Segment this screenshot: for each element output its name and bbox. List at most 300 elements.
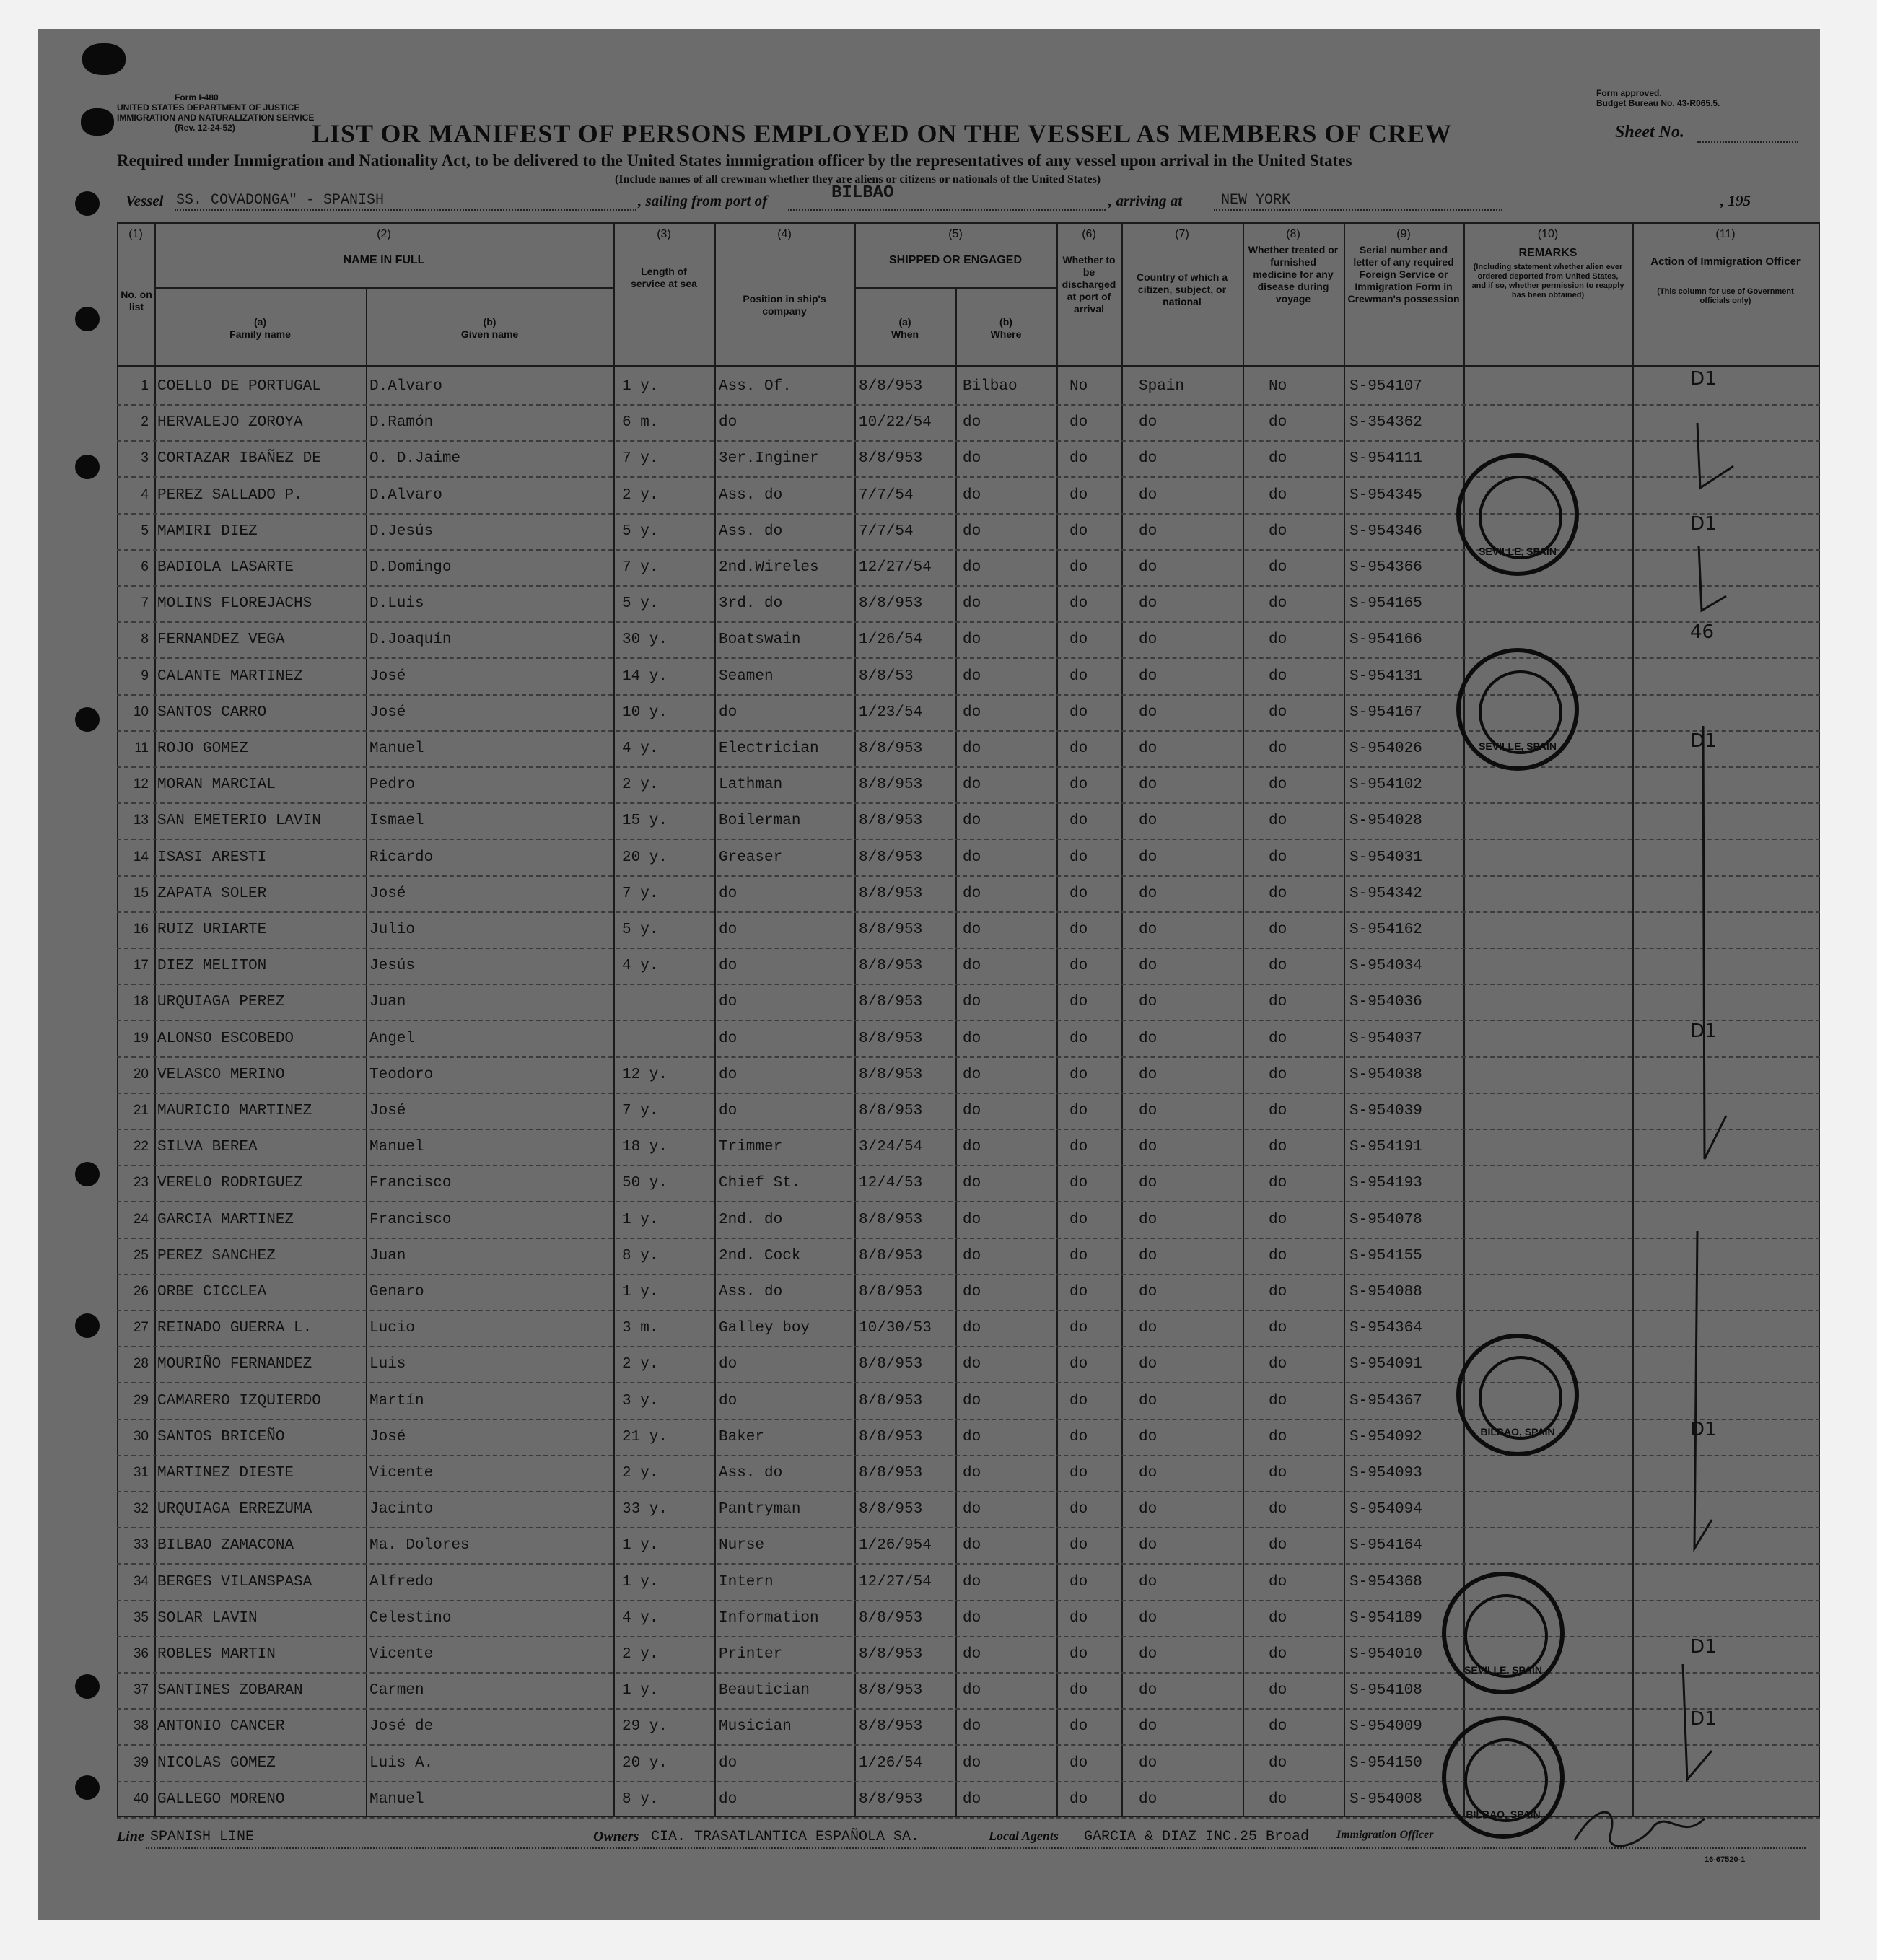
col-1-num: (1)	[128, 228, 143, 240]
cell-position: 3rd. do	[719, 595, 783, 613]
cell-service: 1 y.	[622, 1573, 659, 1591]
cell-position: Electrician	[719, 740, 819, 757]
cell-country: do	[1139, 1030, 1158, 1047]
cell-when: 8/8/953	[859, 813, 923, 830]
cell-position: Ass. do	[719, 1465, 783, 1482]
cell-family: GALLEGO MORENO	[157, 1790, 285, 1808]
cell-no: 11	[134, 740, 149, 756]
cell-serial: S-954166	[1349, 631, 1422, 649]
crew-row	[117, 1489, 1820, 1528]
consulate-stamp	[1456, 648, 1579, 771]
cell-position: do	[719, 1754, 738, 1772]
col-9-num: (9)	[1396, 228, 1411, 240]
cell-where: do	[963, 776, 981, 794]
cell-when: 8/8/953	[859, 885, 923, 902]
punch-hole	[75, 1775, 100, 1800]
cell-no: 33	[133, 1537, 149, 1553]
cell-family: BADIOLA LASARTE	[157, 559, 294, 576]
cell-position: do	[719, 704, 738, 721]
cell-no: 12	[133, 776, 149, 792]
crew-table	[117, 222, 1820, 1820]
cell-country: do	[1139, 668, 1158, 685]
cell-family: ANTONIO CANCER	[157, 1718, 285, 1736]
cell-given: Juan	[369, 994, 406, 1011]
cell-service: 8 y.	[622, 1790, 659, 1808]
cell-serial: S-954031	[1349, 849, 1422, 866]
cell-service: 30 y.	[622, 631, 668, 649]
cell-family: MOLINS FLOREJACHS	[157, 595, 312, 613]
cell-discharged: do	[1069, 1646, 1088, 1663]
cell-country: do	[1139, 1392, 1158, 1409]
approval-block	[1596, 88, 1720, 108]
cell-no: 16	[133, 922, 149, 937]
cell-service: 2 y.	[622, 1465, 659, 1482]
cell-when: 12/27/54	[859, 559, 932, 576]
cell-position: Lathman	[719, 776, 783, 794]
crew-row	[117, 1562, 1820, 1601]
cell-country: do	[1139, 922, 1158, 938]
cell-when: 8/8/953	[859, 1211, 923, 1228]
cell-serial: S-954037	[1349, 1030, 1422, 1047]
cell-when: 8/8/953	[859, 378, 923, 395]
cell-discharged: do	[1069, 414, 1088, 432]
cell-position: do	[719, 958, 738, 975]
cell-family: URQUIAGA PEREZ	[157, 994, 285, 1011]
cell-serial: S-954010	[1349, 1646, 1422, 1663]
cell-family: VELASCO MERINO	[157, 1066, 285, 1083]
cell-service: 21 y.	[622, 1428, 668, 1445]
cell-no: 26	[133, 1284, 149, 1299]
cell-family: ROBLES MARTIN	[157, 1646, 276, 1663]
cell-treated: do	[1269, 1030, 1287, 1047]
cell-discharged: do	[1069, 1682, 1088, 1699]
cell-serial: S-954094	[1349, 1501, 1422, 1518]
crew-row	[117, 1526, 1820, 1565]
cell-country: do	[1139, 1139, 1158, 1156]
service: IMMIGRATION AND NATURALIZATION SERVICE	[117, 113, 315, 123]
cell-serial: S-954039	[1349, 1103, 1422, 1119]
col-10-header: REMARKS	[1518, 247, 1578, 259]
cell-country: do	[1139, 776, 1158, 794]
crew-row	[117, 801, 1820, 840]
cell-position: Trimmer	[719, 1139, 783, 1156]
crew-row	[117, 1671, 1820, 1710]
cell-given: D.Luis	[369, 595, 424, 613]
cell-family: MAMIRI DIEZ	[157, 522, 258, 540]
cell-country: do	[1139, 704, 1158, 721]
cell-country: do	[1139, 1428, 1158, 1445]
col-6-header: Whether to be discharged at port of arrival	[1062, 254, 1116, 315]
cell-discharged: do	[1069, 1609, 1088, 1627]
cell-serial: S-954342	[1349, 885, 1422, 902]
crew-row	[117, 584, 1820, 623]
cell-serial: S-954036	[1349, 994, 1422, 1011]
col-5b-header: (b) Where	[990, 316, 1022, 340]
cell-treated: do	[1269, 1247, 1287, 1264]
cell-given: Jacinto	[369, 1501, 434, 1518]
cell-service: 2 y.	[622, 1646, 659, 1663]
cell-country: do	[1139, 1066, 1158, 1083]
crew-row	[117, 838, 1820, 877]
cell-service: 4 y.	[622, 958, 659, 975]
cell-no: 10	[133, 704, 149, 719]
cell-service: 4 y.	[622, 1609, 659, 1627]
crew-row	[117, 1308, 1820, 1347]
cell-when: 8/8/953	[859, 1103, 923, 1119]
cell-family: BILBAO ZAMACONA	[157, 1537, 294, 1554]
stamp-text: BILBAO, SPAIN	[1466, 1808, 1541, 1820]
ink-stain	[81, 108, 114, 136]
cell-country: do	[1139, 1284, 1158, 1300]
cell-no: 37	[133, 1682, 149, 1698]
print-code: 16-67520-1	[1705, 1855, 1746, 1864]
sheet-number-line	[1697, 141, 1798, 143]
cell-serial: S-954150	[1349, 1754, 1422, 1772]
cell-treated: do	[1269, 958, 1287, 975]
cell-service: 15 y.	[622, 813, 668, 830]
cell-when: 8/8/953	[859, 450, 923, 468]
cell-when: 8/8/953	[859, 595, 923, 613]
cell-discharged: do	[1069, 1030, 1088, 1047]
cell-family: SOLAR LAVIN	[157, 1609, 258, 1627]
cell-where: do	[963, 1573, 981, 1591]
cell-serial: S-954034	[1349, 958, 1422, 975]
crew-row	[117, 1091, 1820, 1130]
department: UNITED STATES DEPARTMENT OF JUSTICE	[117, 102, 300, 113]
cell-position: 2nd. do	[719, 1211, 783, 1228]
cell-no: 23	[133, 1175, 149, 1191]
cell-position: Ass. do	[719, 522, 783, 540]
cell-given: Ma. Dolores	[369, 1537, 470, 1554]
cell-given: Angel	[369, 1030, 416, 1047]
col-1-header: No. on list	[121, 289, 152, 312]
cell-treated: do	[1269, 922, 1287, 938]
cell-service: 7 y.	[622, 1103, 659, 1119]
cell-serial: S-954111	[1349, 450, 1422, 468]
cell-discharged: do	[1069, 922, 1088, 938]
cell-given: D.Ramón	[369, 414, 434, 432]
cell-given: Francisco	[369, 1175, 452, 1192]
cell-family: RUIZ URIARTE	[157, 922, 267, 938]
cell-family: NICOLAS GOMEZ	[157, 1754, 276, 1772]
cell-treated: do	[1269, 740, 1287, 757]
cell-position: Pantryman	[719, 1501, 801, 1518]
cell-family: PEREZ SANCHEZ	[157, 1247, 276, 1264]
cell-given: José de	[369, 1718, 434, 1736]
cell-family: PEREZ SALLADO P.	[157, 486, 303, 504]
crew-row	[117, 874, 1820, 913]
cell-where: do	[963, 1103, 981, 1119]
cell-no: 24	[133, 1211, 149, 1227]
cell-when: 12/4/53	[859, 1175, 923, 1192]
cell-serial: S-954346	[1349, 522, 1422, 540]
arriving-line	[1214, 209, 1502, 211]
cell-where: do	[963, 1682, 981, 1699]
cell-service: 5 y.	[622, 595, 659, 613]
col-9-header: Serial number and letter of any required Foreign Service or Immigration Form in Crewman's possession	[1347, 244, 1460, 305]
ink-stain	[82, 43, 126, 75]
cell-family: DIEZ MELITON	[157, 958, 267, 975]
punch-hole	[75, 1162, 100, 1186]
cell-serial: S-954364	[1349, 1320, 1422, 1337]
cell-service: 29 y.	[622, 1718, 668, 1736]
cell-discharged: do	[1069, 486, 1088, 504]
cell-position: Seamen	[719, 668, 774, 685]
sailing-line	[788, 209, 1106, 211]
crew-row	[117, 1127, 1820, 1166]
cell-when: 8/8/953	[859, 1392, 923, 1409]
cell-given: José	[369, 1103, 406, 1119]
cell-family: CORTAZAR IBAÑEZ DE	[157, 450, 321, 468]
footer-line	[146, 1847, 1806, 1849]
cell-no: 3	[141, 450, 149, 466]
crew-row	[117, 1635, 1820, 1674]
cell-when: 8/8/953	[859, 1718, 923, 1736]
cell-no: 7	[141, 595, 149, 611]
agents-value: GARCIA & DIAZ INC.25 Broad	[1084, 1829, 1310, 1845]
cell-position: Printer	[719, 1646, 783, 1663]
cell-discharged: do	[1069, 1428, 1088, 1445]
col-5-num: (5)	[948, 228, 963, 240]
cell-serial: S-954093	[1349, 1465, 1422, 1482]
punch-hole	[75, 455, 100, 479]
year-label: , 195	[1720, 192, 1751, 209]
cell-service: 1 y.	[622, 378, 659, 395]
cell-position: 2nd. Cock	[719, 1247, 801, 1264]
cell-given: Alfredo	[369, 1573, 434, 1591]
crew-row	[117, 1744, 1820, 1782]
cell-treated: do	[1269, 486, 1287, 504]
cell-discharged: do	[1069, 1501, 1088, 1518]
cell-where: do	[963, 1030, 981, 1047]
cell-family: ALONSO ESCOBEDO	[157, 1030, 294, 1047]
table-rule	[117, 222, 1820, 224]
cell-treated: do	[1269, 1103, 1287, 1119]
cell-when: 10/22/54	[859, 414, 932, 432]
cell-no: 35	[133, 1609, 149, 1625]
manifest-footer	[117, 1819, 1820, 1862]
cell-when: 8/8/953	[859, 1030, 923, 1047]
cell-position: do	[719, 414, 738, 432]
cell-service: 5 y.	[622, 522, 659, 540]
cell-action: D1	[1690, 512, 1717, 535]
crew-row	[117, 403, 1820, 442]
cell-where: do	[963, 740, 981, 757]
col-7-num: (7)	[1175, 228, 1189, 240]
cell-action: D1	[1690, 1418, 1717, 1440]
cell-discharged: do	[1069, 704, 1088, 721]
cell-country: do	[1139, 740, 1158, 757]
col-5-header: SHIPPED OR ENGAGED	[888, 254, 1023, 266]
col-11-num: (11)	[1715, 228, 1736, 240]
table-rule	[154, 287, 613, 289]
cell-position: 3er.Inginer	[719, 450, 819, 468]
cell-when: 1/26/54	[859, 631, 923, 649]
cell-given: Vicente	[369, 1465, 434, 1482]
cell-where: Bilbao	[963, 378, 1018, 395]
cell-given: Julio	[369, 922, 416, 938]
cell-when: 8/8/953	[859, 1428, 923, 1445]
cell-treated: do	[1269, 1175, 1287, 1192]
cell-given: Carmen	[369, 1682, 424, 1699]
col-4-header: Position in ship's company	[743, 293, 826, 317]
cell-treated: do	[1269, 1066, 1287, 1083]
cell-action: D1	[1690, 1636, 1717, 1658]
cell-discharged: do	[1069, 740, 1088, 757]
cell-service: 2 y.	[622, 486, 659, 504]
cell-service: 1 y.	[622, 1211, 659, 1228]
page-subtitle: Required under Immigration and Nationality Act, to be delivered to the United States immigration officer by the representatives of any vessel upon arrival in the United States	[117, 152, 1352, 170]
cell-given: Ricardo	[369, 849, 434, 866]
cell-when: 7/7/54	[859, 522, 914, 540]
cell-position: do	[719, 1356, 738, 1373]
crew-row	[117, 1453, 1820, 1492]
cell-discharged: do	[1069, 885, 1088, 902]
cell-treated: do	[1269, 849, 1287, 866]
cell-position: do	[719, 1030, 738, 1047]
cell-position: Chief St.	[719, 1175, 801, 1192]
cell-given: José	[369, 668, 406, 685]
col-2-num: (2)	[377, 228, 391, 240]
cell-when: 8/8/953	[859, 1247, 923, 1264]
crew-row	[117, 1598, 1820, 1637]
cell-position: Greaser	[719, 849, 783, 866]
form-id-block	[117, 92, 314, 133]
cell-serial: S-954165	[1349, 595, 1422, 613]
punch-hole	[75, 307, 100, 331]
cell-position: do	[719, 1103, 738, 1119]
budget-bureau: Budget Bureau No. 43-R065.5.	[1596, 98, 1720, 108]
col-7-header: Country of which a citizen, subject, or national	[1137, 271, 1228, 307]
cell-treated: do	[1269, 1646, 1287, 1663]
crew-row	[117, 910, 1820, 949]
cell-when: 3/24/54	[859, 1139, 923, 1156]
cell-serial: S-954366	[1349, 559, 1422, 576]
cell-given: D.Alvaro	[369, 486, 442, 504]
cell-when: 1/26/954	[859, 1537, 932, 1554]
cell-where: do	[963, 1428, 981, 1445]
cell-treated: do	[1269, 1284, 1287, 1300]
cell-serial: S-954078	[1349, 1211, 1422, 1228]
cell-position: Boilerman	[719, 813, 801, 830]
cell-discharged: do	[1069, 1247, 1088, 1264]
cell-serial: S-954189	[1349, 1609, 1422, 1627]
cell-serial: S-954102	[1349, 776, 1422, 794]
cell-when: 8/8/953	[859, 1356, 923, 1373]
cell-family: MAURICIO MARTINEZ	[157, 1103, 312, 1119]
cell-discharged: do	[1069, 1718, 1088, 1736]
cell-family: MORAN MARCIAL	[157, 776, 276, 794]
cell-family: CAMARERO IZQUIERDO	[157, 1392, 321, 1409]
cell-given: Manuel	[369, 1139, 424, 1156]
cell-where: do	[963, 1284, 981, 1300]
cell-where: do	[963, 994, 981, 1011]
cell-given: Juan	[369, 1247, 406, 1264]
cell-no: 18	[133, 994, 149, 1010]
table-rule	[854, 287, 1056, 289]
cell-given: Manuel	[369, 740, 424, 757]
cell-country: do	[1139, 1682, 1158, 1699]
cell-when: 8/8/953	[859, 1501, 923, 1518]
cell-country: do	[1139, 1646, 1158, 1663]
cell-where: do	[963, 595, 981, 613]
cell-treated: do	[1269, 450, 1287, 468]
cell-given: D.Domingo	[369, 559, 452, 576]
cell-position: do	[719, 1790, 738, 1808]
cell-where: do	[963, 958, 981, 975]
cell-discharged: do	[1069, 1103, 1088, 1119]
vessel-label: Vessel	[126, 192, 164, 209]
cell-when: 7/7/54	[859, 486, 914, 504]
cell-treated: do	[1269, 1320, 1287, 1337]
cell-treated: do	[1269, 1682, 1287, 1699]
cell-no: 6	[141, 559, 149, 574]
cell-serial: S-954345	[1349, 486, 1422, 504]
cell-discharged: do	[1069, 1790, 1088, 1808]
manifest-sheet	[38, 29, 1820, 1920]
cell-treated: No	[1269, 378, 1287, 395]
cell-treated: do	[1269, 668, 1287, 685]
cell-serial: S-954191	[1349, 1139, 1422, 1156]
arriving-value: NEW YORK	[1221, 192, 1291, 209]
cell-discharged: do	[1069, 1754, 1088, 1772]
cell-family: BERGES VILANSPASA	[157, 1573, 312, 1591]
cell-position: do	[719, 1066, 738, 1083]
cell-given: Teodoro	[369, 1066, 434, 1083]
cell-position: Nurse	[719, 1537, 765, 1554]
cell-no: 28	[133, 1356, 149, 1372]
cell-treated: do	[1269, 1428, 1287, 1445]
cell-serial: S-954008	[1349, 1790, 1422, 1808]
cell-service: 10 y.	[622, 704, 668, 721]
cell-when: 10/30/53	[859, 1320, 932, 1337]
cell-no: 15	[133, 885, 149, 901]
cell-where: do	[963, 1646, 981, 1663]
cell-treated: do	[1269, 1211, 1287, 1228]
cell-no: 14	[133, 849, 149, 865]
cell-family: ZAPATA SOLER	[157, 885, 267, 902]
cell-service: 8 y.	[622, 1247, 659, 1264]
cell-discharged: do	[1069, 1356, 1088, 1373]
cell-country: do	[1139, 1754, 1158, 1772]
cell-treated: do	[1269, 1537, 1287, 1554]
cell-family: COELLO DE PORTUGAL	[157, 378, 321, 395]
col-11-header: Action of Immigration Officer	[1650, 255, 1801, 268]
cell-service: 3 m.	[622, 1320, 659, 1337]
cell-family: MARTINEZ DIESTE	[157, 1465, 294, 1482]
cell-service: 7 y.	[622, 450, 659, 468]
cell-position: Ass. Of.	[719, 378, 792, 395]
agents-label: Local Agents	[989, 1829, 1059, 1843]
cell-given: O. D.Jaime	[369, 450, 461, 468]
cell-action: D1	[1690, 730, 1717, 752]
cell-when: 8/8/953	[859, 1066, 923, 1083]
cell-family: REINADO GUERRA L.	[157, 1320, 312, 1337]
cell-country: do	[1139, 1211, 1158, 1228]
cell-where: do	[963, 631, 981, 649]
cell-when: 8/8/953	[859, 776, 923, 794]
owners-label: Owners	[593, 1829, 639, 1845]
page-title: LIST OR MANIFEST OF PERSONS EMPLOYED ON THE VESSEL AS MEMBERS OF CREW	[312, 119, 1452, 148]
cell-service: 7 y.	[622, 559, 659, 576]
cell-discharged: do	[1069, 1392, 1088, 1409]
cell-discharged: do	[1069, 1465, 1088, 1482]
cell-given: José	[369, 1428, 406, 1445]
cell-where: do	[963, 1356, 981, 1373]
punch-hole	[75, 191, 100, 216]
cell-discharged: do	[1069, 559, 1088, 576]
cell-when: 8/8/953	[859, 958, 923, 975]
